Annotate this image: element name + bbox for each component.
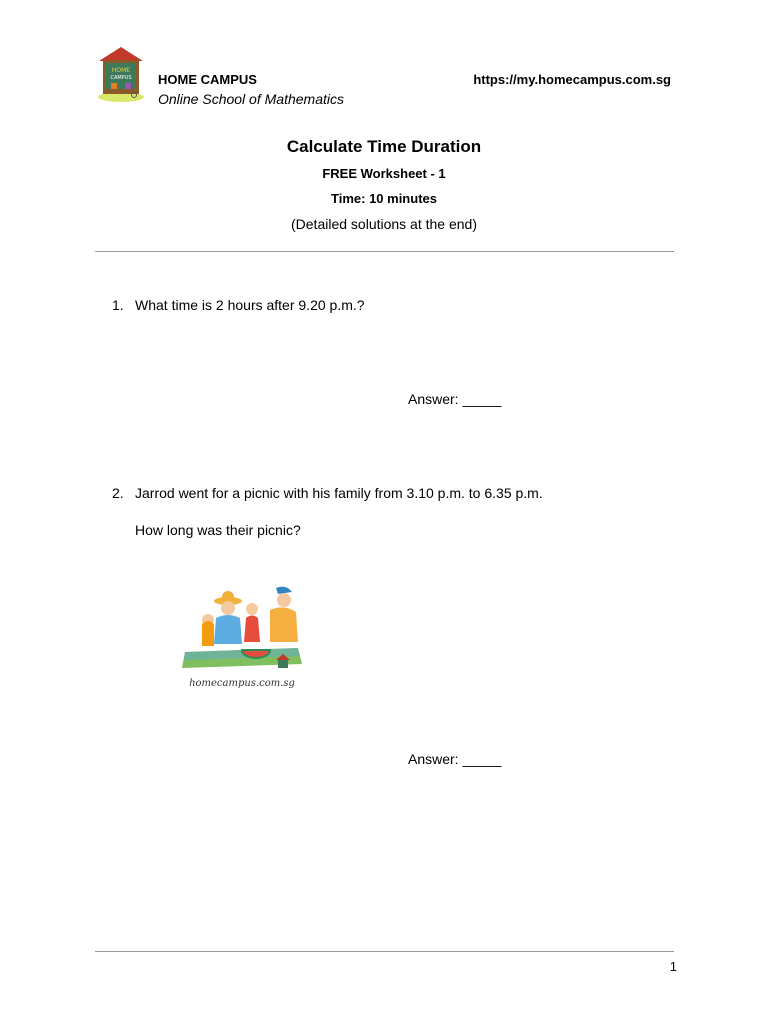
question-2-number: 2. — [112, 485, 124, 501]
question-2-answer: Answer: _____ — [408, 751, 502, 767]
worksheet-time: Time: 10 minutes — [331, 191, 437, 206]
brand-tagline: Online School of Mathematics — [158, 91, 344, 107]
worksheet-subtitle: FREE Worksheet - 1 — [322, 166, 446, 181]
svg-text:HOME: HOME — [111, 67, 131, 74]
home-campus-logo — [96, 45, 146, 103]
footer-divider — [95, 951, 674, 952]
question-1-text: What time is 2 hours after 9.20 p.m.? — [135, 297, 365, 313]
header-divider — [95, 251, 674, 252]
page-number: 1 — [669, 959, 677, 974]
picnic-family-image — [180, 580, 305, 692]
site-url[interactable]: https://my.homecampus.com.sg — [473, 72, 671, 87]
question-2-prompt: How long was their picnic? — [135, 522, 301, 538]
worksheet-note: (Detailed solutions at the end) — [291, 216, 477, 232]
worksheet-title: Calculate Time Duration — [286, 137, 482, 156]
question-2-text: Jarrod went for a picnic with his family from 3.10 p.m. to 6.35 p.m. — [135, 485, 543, 501]
picnic-image-caption: homecampus.com.sg — [189, 678, 295, 689]
question-1-answer: Answer: _____ — [408, 391, 502, 407]
brand-name: HOME CAMPUS — [158, 72, 257, 87]
svg-text:CAMPUS: CAMPUS — [110, 75, 132, 81]
question-1-number: 1. — [112, 297, 124, 313]
